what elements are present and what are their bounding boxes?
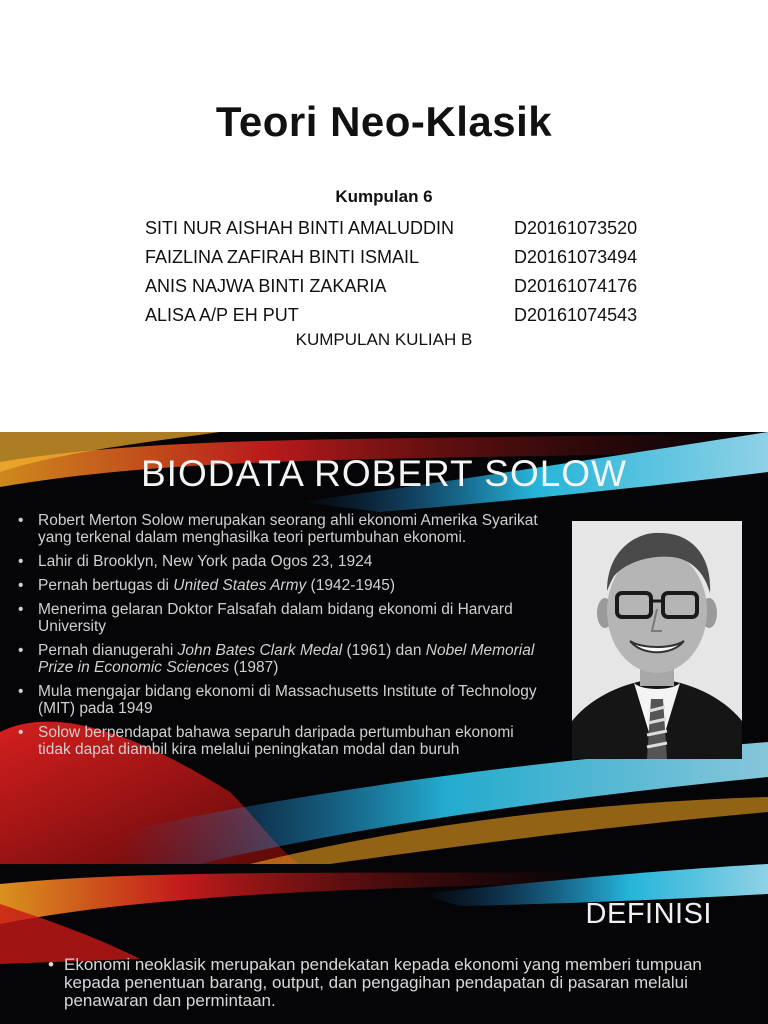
presentation-title: Teori Neo-Klasik — [215, 98, 553, 145]
member-list — [145, 214, 645, 330]
member-row — [145, 301, 645, 330]
member-row — [145, 272, 645, 301]
portrait-photo — [572, 521, 742, 759]
bullet-text: Pernah bertugas di — [38, 577, 174, 594]
biodata-list — [18, 512, 548, 765]
member-id: D20161074543 — [514, 305, 638, 325]
bullet-text: Robert Merton Solow merupakan seorang ahli ekonomi Amerika Syarikat yang terkenal dalam menghasilka teori pertumbuhan ekonomi. — [38, 512, 538, 546]
member-id: D20161073494 — [514, 247, 638, 267]
bullet-emphasis: Nobel Memorial Prize in Economic Sciences — [38, 642, 535, 676]
bullet-text: Pernah dianugerahi — [38, 642, 178, 659]
member-row — [145, 243, 645, 272]
definition-slide — [0, 864, 768, 1024]
bullet-text: (1942-1945) — [306, 577, 396, 594]
list-item — [18, 553, 548, 570]
title-slide — [0, 0, 768, 432]
lecture-group: KUMPULAN KULIAH B — [295, 330, 473, 349]
group-label: Kumpulan 6 — [335, 187, 433, 206]
slide-title: DEFINISI — [585, 898, 712, 930]
biodata-slide — [0, 432, 768, 864]
list-item — [18, 601, 548, 635]
member-name: ALISA A/P EH PUT — [145, 305, 299, 325]
bullet-text: (1961) dan — [342, 642, 426, 659]
bullet-emphasis: United States Army — [173, 577, 307, 594]
bullet-text: Mula mengajar bidang ekonomi di Massachusetts Institute of Technology (MIT) pada 1949 — [38, 683, 537, 717]
member-name: FAIZLINA ZAFIRAH BINTI ISMAIL — [145, 247, 420, 267]
member-row — [145, 214, 645, 243]
definition-list — [48, 956, 728, 1016]
bullet-text: Lahir di Brooklyn, New York pada Ogos 23, 1924 — [38, 553, 373, 570]
list-item — [18, 642, 548, 676]
bullet-emphasis: John Bates Clark Medal — [177, 642, 343, 659]
bullet-text: (1987) — [229, 659, 279, 676]
list-item — [18, 577, 548, 594]
list-item — [18, 683, 548, 717]
bullet-text: Solow berpendapat bahawa separuh daripada pertumbuhan ekonomi tidak dapat diambil kira melalui peningkatan modal dan buruh — [38, 724, 514, 758]
member-name: SITI NUR AISHAH BINTI AMALUDDIN — [145, 218, 455, 238]
member-name: ANIS NAJWA BINTI ZAKARIA — [145, 276, 387, 296]
member-id: D20161074176 — [514, 276, 638, 296]
member-id: D20161073520 — [514, 218, 638, 238]
list-item — [18, 724, 548, 758]
list-item — [18, 512, 548, 546]
bullet-text: Menerima gelaran Doktor Falsafah dalam bidang ekonomi di Harvard University — [38, 601, 513, 635]
list-item: • Ekonomi neoklasik merupakan pendekatan kepada ekonomi yang memberi tumpuan kepada penentuan barang, output, dan pengagihan pendapatan di pasaran melalui penawaran dan permintaan. — [48, 956, 728, 1010]
slide-title: BIODATA ROBERT SOLOW — [140, 453, 628, 494]
